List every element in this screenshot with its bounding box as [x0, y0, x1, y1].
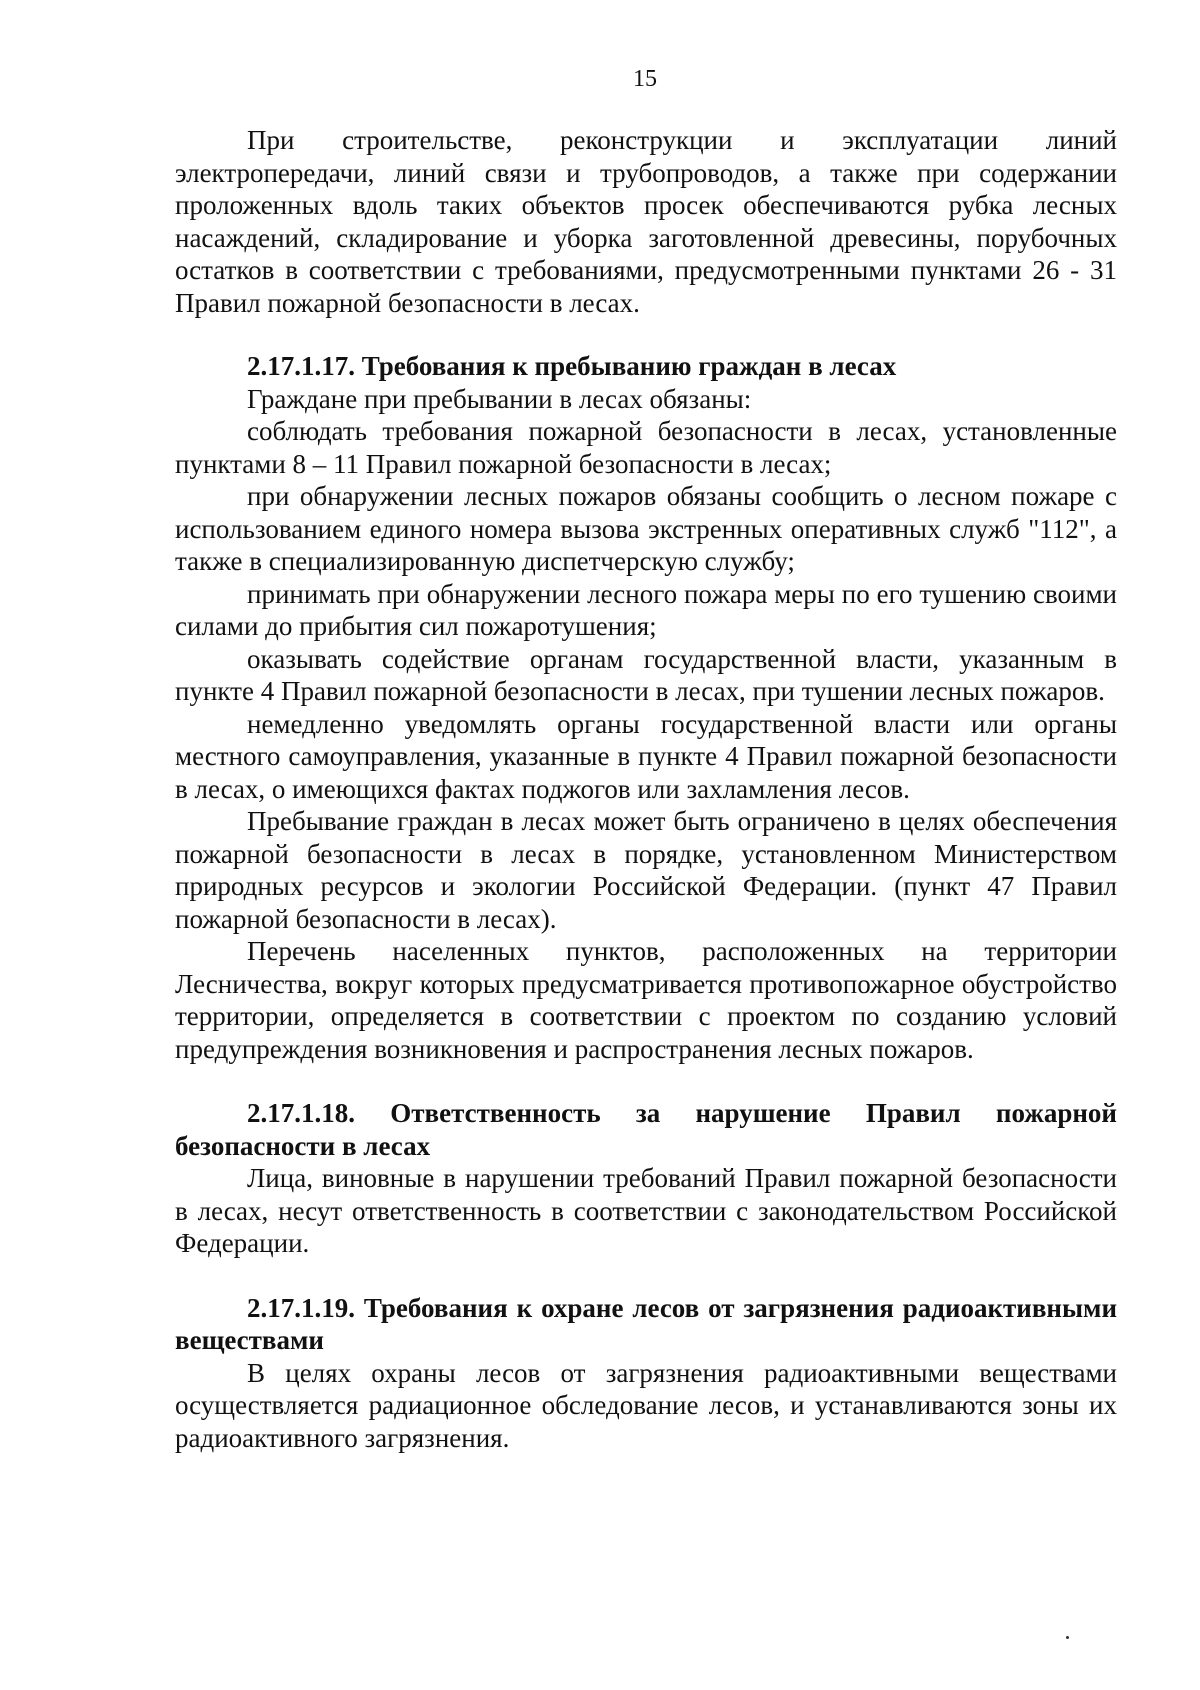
paragraph-radiation-survey: В целях охраны лесов от загрязнения радиоактивными веществами осуществляется радиационное обследование лесов, и устанавливаются зоны их радиоактивного загрязнения.: [175, 1357, 1117, 1453]
paragraph-extinguish-fire: принимать при обнаружении лесного пожара меры по его тушению своими силами до прибытия сил пожаротушения;: [175, 578, 1117, 641]
paragraph-responsibility: Лица, виновные в нарушении требований Правил пожарной безопасности в лесах, несут ответственность в соответствии с законодательством Российской Федерации.: [175, 1163, 1117, 1258]
paragraph-observe-requirements: соблюдать требования пожарной безопасности в лесах, установленные пунктами 8 – 11 Правил пожарной безопасности в лесах;: [175, 416, 1117, 479]
paragraph-stay-restriction: Пребывание граждан в лесах может быть ограничено в целях обеспечения пожарной безопасности в лесах в порядке, установленном Министерством природных ресурсов и экологии Российской Федерации. (пункт 47 Правил пожарной безопасности в лесах).: [175, 806, 1117, 934]
page-number: 15: [633, 66, 657, 92]
paragraph-assist-authorities: оказывать содействие органам государственной власти, указанным в пункте 4 Правил пожарной безопасности в лесах, при тушении лесных пожаров.: [175, 643, 1117, 706]
section-heading-2-17-1-17: 2.17.1.17. Требования к пребыванию граждан в лесах: [247, 351, 897, 381]
paragraph-notify-authorities: немедленно уведомлять органы государственной власти или органы местного самоуправления, указанные в пункте 4 Правил пожарной безопасности в лесах, о имеющихся фактах поджогов или захламления лесов.: [175, 708, 1117, 804]
paragraph-power-lines: При строительстве, реконструкции и эксплуатации линий электропередачи, линий связи и трубопроводов, а также при содержании проложенных вдоль таких объектов просек обеспечиваются рубка лесных насаждений, складирование и уборка заготовленной древесины, порубочных остатков в соответствии с требованиями, предусмотренными пунктами 26 - 31 Правил пожарной безопасности в лесах.: [175, 125, 1117, 318]
section-heading-2-17-1-18: 2.17.1.18. Ответственность за нарушение Правил пожарной безопасности в лесах: [175, 1098, 1117, 1161]
document-body: [175, 124, 1117, 1454]
paragraph-settlements-list: Перечень населенных пунктов, расположенных на территории Лесничества, вокруг которых предусматривается противопожарное обустройство территории, определяется в соответствии с проектом по созданию условий предупреждения возникновения и распространения лесных пожаров.: [175, 936, 1117, 1064]
paragraph-report-fire: при обнаружении лесных пожаров обязаны сообщить о лесном пожаре с использованием единого номера вызова экстренных оперативных служб "112", а также в специализированную диспетчерскую службу;: [175, 481, 1117, 576]
paragraph-citizens-obliged: Граждане при пребывании в лесах обязаны:: [247, 383, 752, 414]
scan-speck: [1066, 1636, 1069, 1639]
section-heading-2-17-1-19: 2.17.1.19. Требования к охране лесов от загрязнения радиоактивными веществами: [175, 1292, 1117, 1355]
